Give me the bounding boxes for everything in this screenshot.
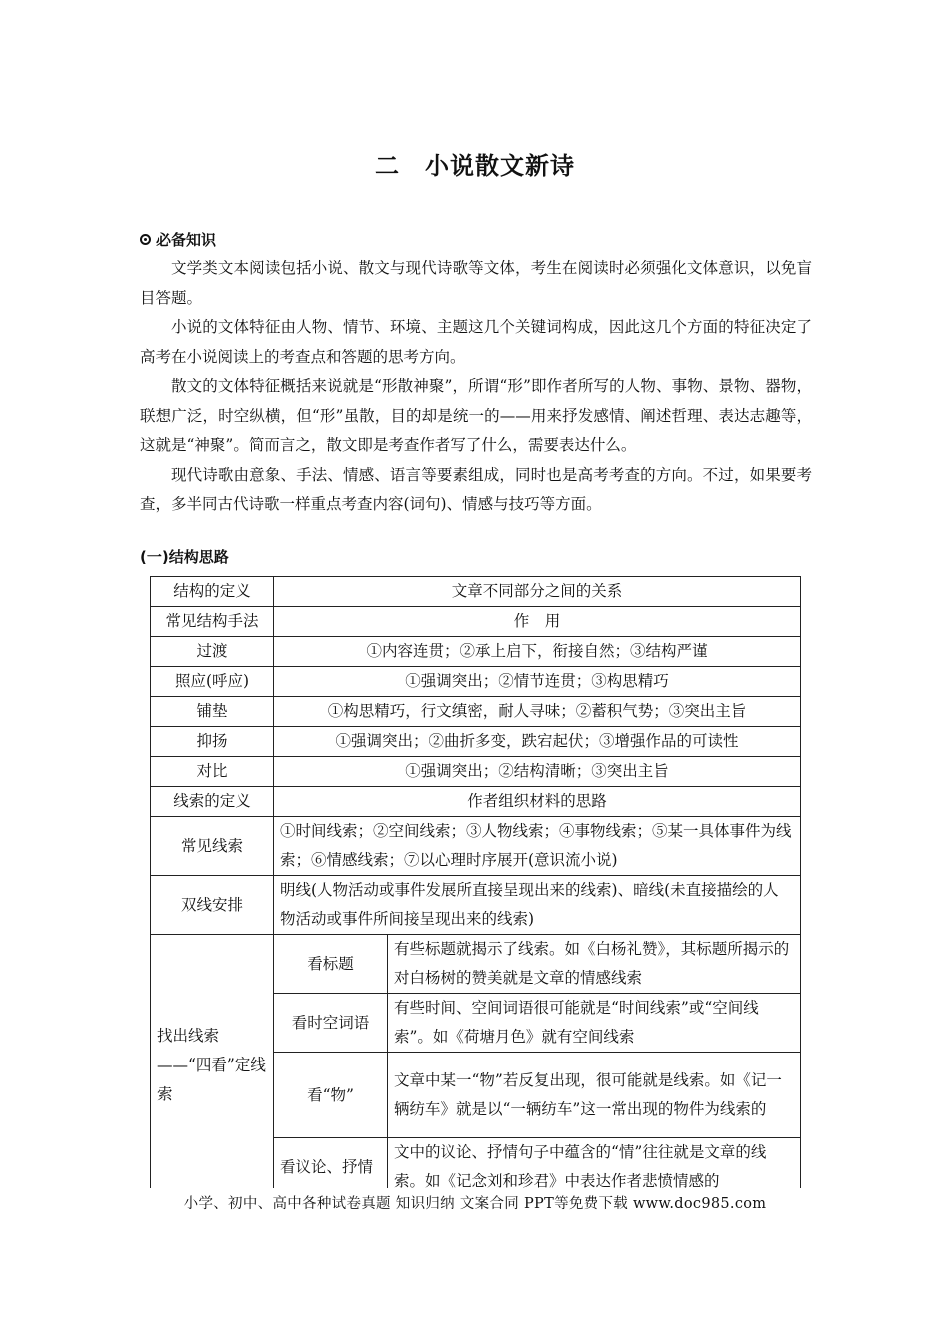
table-cell: 看标题 (274, 935, 388, 994)
bullet-icon (140, 234, 151, 245)
table-cell: 作 用 (274, 607, 801, 637)
table-viewport (150, 576, 802, 1188)
table-row (151, 787, 801, 817)
table-cell: 文章中某一“物”若反复出现，很可能就是线索。如《记一辆纺车》就是以“一辆纺车”这一常出现的物件为线索的 (388, 1053, 801, 1138)
table-cell: 照应(呼应) (151, 667, 274, 697)
table-cell: 有些标题就揭示了线索。如《白杨礼赞》，其标题所揭示的对白杨树的赞美就是文章的情感线索 (388, 935, 801, 994)
table-cell: 看时空词语 (274, 994, 388, 1053)
structure-table (150, 576, 801, 1188)
table-cell: 铺垫 (151, 697, 274, 727)
table-cell: 过渡 (151, 637, 274, 667)
table-cell: ①强调突出；②结构清晰；③突出主旨 (274, 757, 801, 787)
table-cell: ①构思精巧，行文缜密，耐人寻味；②蓄积气势；③突出主旨 (274, 697, 801, 727)
table-cell: 明线(人物活动或事件发展所直接呈现出来的线索)、暗线(未直接描绘的人物活动或事件所间接呈现出来的线索) (274, 876, 801, 935)
table-row (151, 935, 801, 994)
table-row (151, 727, 801, 757)
table-row (151, 817, 801, 876)
table-cell: ①内容连贯；②承上启下，衔接自然；③结构严谨 (274, 637, 801, 667)
table-cell: ①强调突出；②情节连贯；③构思精巧 (274, 667, 801, 697)
page-title: 二 小说散文新诗 (375, 152, 575, 180)
paragraph: 散文的文体特征概括来说就是“形散神聚”，所谓“形”即作者所写的人物、事物、景物、器物，联想广泛，时空纵横，但“形”虽散，目的却是统一的——用来抒发感情、阐述哲理、表达志趣等，这就是“神聚”。简而言之，散文即是考查作者写了什么，需要表达什么。 (140, 377, 812, 454)
paragraph: 现代诗歌由意象、手法、情感、语言等要素组成，同时也是高考考查的方向。不过，如果要考查，多半同古代诗歌一样重点考查内容(词句)、情感与技巧等方面。 (140, 465, 812, 513)
intro-text (140, 254, 812, 520)
table-row (151, 757, 801, 787)
table-row (151, 577, 801, 607)
table-cell: ①强调突出；②曲折多变，跌宕起伏；③增强作品的可读性 (274, 727, 801, 757)
paragraph: 文学类文本阅读包括小说、散文与现代诗歌等文体，考生在阅读时必须强化文体意识，以免盲目答题。 (140, 259, 812, 307)
table-row (151, 667, 801, 697)
table-cell: 看“物” (274, 1053, 388, 1138)
table-cell: 文中的议论、抒情句子中蕴含的“情”往往就是文章的线索。如《记念刘和珍君》中表达作者悲愤情感的 (388, 1138, 801, 1189)
table-cell: 双线安排 (151, 876, 274, 935)
table-row (151, 876, 801, 935)
paragraph: 小说的文体特征由人物、情节、环境、主题这几个关键词构成，因此这几个方面的特征决定了高考在小说阅读上的考查点和答题的思考方向。 (140, 318, 812, 366)
table-cell: 常见线索 (151, 817, 274, 876)
table-cell: 找出线索——“四看”定线索 (151, 935, 274, 1189)
table-cell: 作者组织材料的思路 (274, 787, 801, 817)
table-cell: 结构的定义 (151, 577, 274, 607)
table-row (151, 637, 801, 667)
table-row (151, 607, 801, 637)
table-cell: 抑扬 (151, 727, 274, 757)
table-cell: 线索的定义 (151, 787, 274, 817)
table-cell: 看议论、抒情 (274, 1138, 388, 1189)
table-row (151, 697, 801, 727)
table-cell: 常见结构手法 (151, 607, 274, 637)
section-heading-label: 必备知识 (156, 231, 217, 249)
table-cell: 对比 (151, 757, 274, 787)
section-heading (140, 229, 216, 250)
table-cell: ①时间线索；②空间线索；③人物线索；④事物线索；⑤某一具体事件为线索；⑥情感线索；⑦以心理时序展开(意识流小说) (274, 817, 801, 876)
subsection-heading: (一)结构思路 (140, 548, 229, 566)
table-cell: 文章不同部分之间的关系 (274, 577, 801, 607)
table-cell: 有些时间、空间词语很可能就是“时间线索”或“空间线索”。如《荷塘月色》就有空间线索 (388, 994, 801, 1053)
page-footer: 小学、初中、高中各种试卷真题 知识归纳 文案合同 PPT等免费下载 www.doc985.com (183, 1196, 767, 1212)
